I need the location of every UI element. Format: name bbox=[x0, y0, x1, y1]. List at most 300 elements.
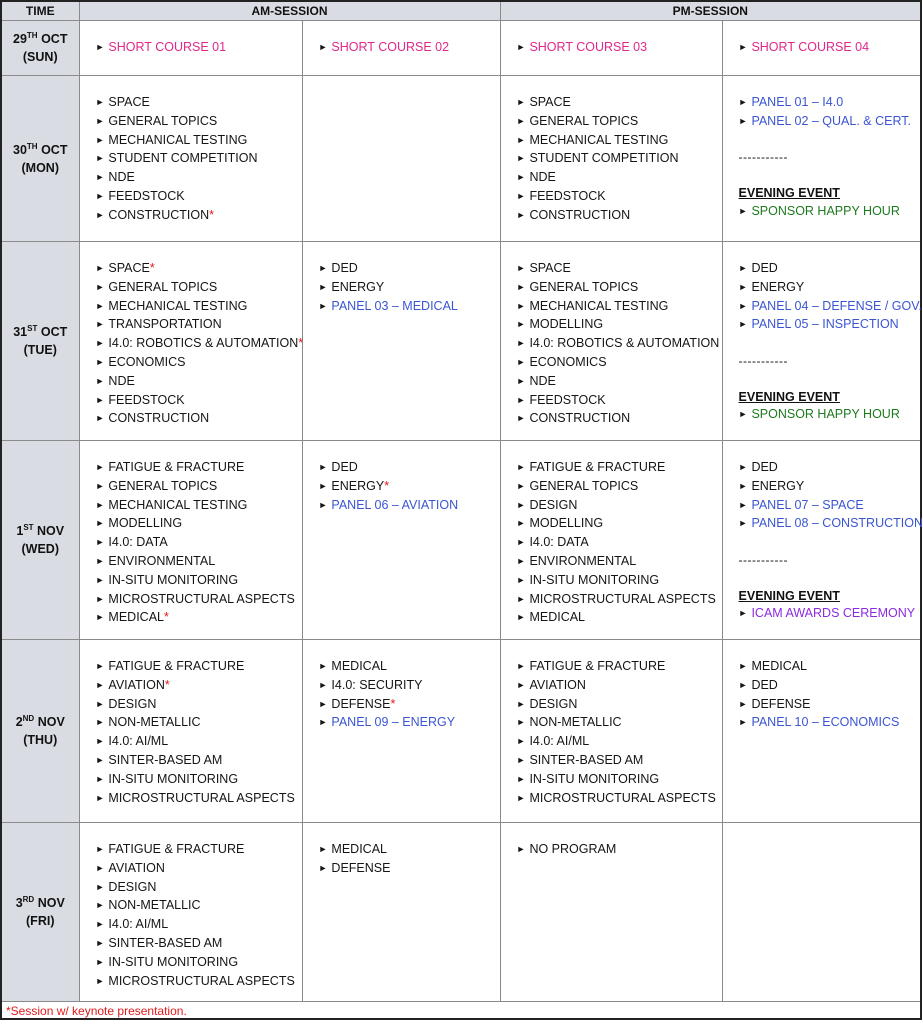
session-item-label: MODELLING bbox=[108, 516, 183, 531]
bullet-triangle-icon: ► bbox=[95, 413, 105, 424]
bullet-triangle-icon: ► bbox=[516, 698, 526, 709]
bullet-triangle-icon: ► bbox=[516, 263, 526, 273]
session-item bbox=[96, 572, 302, 591]
session-item-label: SINTER-BASED AM bbox=[108, 935, 223, 950]
session-item-label: IN-SITU MONITORING bbox=[529, 572, 660, 587]
bullet-triangle-icon: ► bbox=[738, 300, 748, 311]
session-item bbox=[96, 39, 302, 58]
session-item-label: IN-SITU MONITORING bbox=[529, 771, 660, 786]
bullet-triangle-icon: ► bbox=[516, 394, 526, 405]
session-list bbox=[739, 39, 921, 58]
session-item bbox=[319, 497, 500, 516]
session-item bbox=[96, 534, 302, 553]
bullet-triangle-icon: ► bbox=[318, 480, 328, 491]
day-of-week: (MON) bbox=[21, 160, 59, 175]
bullet-triangle-icon: ► bbox=[738, 115, 748, 126]
session-item bbox=[517, 207, 722, 226]
session-item-label: STUDENT COMPETITION bbox=[529, 151, 679, 166]
session-item bbox=[517, 752, 722, 771]
session-item-label: MECHANICAL TESTING bbox=[529, 298, 669, 313]
session-item-label: PANEL 09 – ENERGY bbox=[331, 715, 456, 730]
session-item-label: FEEDSTOCK bbox=[529, 188, 606, 203]
session-item bbox=[517, 354, 722, 373]
session-item bbox=[517, 39, 722, 58]
session-item bbox=[319, 714, 500, 733]
session-cell bbox=[302, 640, 500, 823]
day-of-week: (WED) bbox=[21, 542, 59, 556]
session-cell bbox=[79, 76, 302, 242]
session-item-label: FATIGUE & FRACTURE bbox=[108, 460, 245, 474]
bullet-triangle-icon: ► bbox=[95, 263, 105, 273]
evening-event-item bbox=[739, 203, 921, 222]
session-item bbox=[96, 916, 302, 935]
session-item-label: SHORT COURSE 03 bbox=[529, 40, 648, 54]
bullet-triangle-icon: ► bbox=[95, 300, 105, 311]
session-item bbox=[517, 316, 722, 335]
am-session-header: AM-SESSION bbox=[79, 1, 500, 21]
session-item bbox=[319, 860, 500, 879]
bullet-triangle-icon: ► bbox=[516, 356, 526, 367]
session-item-label: NDE bbox=[108, 170, 135, 185]
day-of-week: (SUN) bbox=[22, 50, 58, 64]
session-cell bbox=[722, 823, 921, 1002]
day-row bbox=[1, 21, 921, 76]
session-list bbox=[96, 39, 302, 58]
session-item bbox=[739, 298, 921, 317]
session-item-label: STUDENT COMPETITION bbox=[108, 151, 258, 166]
session-item-label: NON-METALLIC bbox=[529, 715, 622, 730]
session-item-label: FEEDSTOCK bbox=[108, 392, 185, 407]
bullet-triangle-icon: ► bbox=[738, 319, 748, 330]
bullet-triangle-icon: ► bbox=[318, 698, 328, 709]
session-item bbox=[517, 497, 722, 516]
bullet-triangle-icon: ► bbox=[95, 394, 105, 405]
session-item-label: DESIGN bbox=[108, 696, 157, 711]
bullet-triangle-icon: ► bbox=[95, 190, 105, 201]
session-item-label: ENERGY bbox=[751, 478, 805, 493]
spacer bbox=[739, 570, 921, 588]
session-item-label: I4.0: ROBOTICS & AUTOMATION bbox=[529, 336, 720, 351]
bullet-triangle-icon: ► bbox=[516, 153, 526, 164]
day-month: NOV bbox=[37, 896, 65, 910]
session-item bbox=[96, 733, 302, 752]
day-number: 3 bbox=[15, 896, 23, 910]
session-item-label: FATIGUE & FRACTURE bbox=[108, 842, 245, 856]
bullet-triangle-icon: ► bbox=[516, 518, 526, 529]
bullet-triangle-icon: ► bbox=[95, 480, 105, 491]
session-list bbox=[517, 94, 722, 226]
session-item-label: FATIGUE & FRACTURE bbox=[529, 659, 666, 673]
day-suffix: ST bbox=[23, 522, 34, 532]
session-item bbox=[96, 714, 302, 733]
footnote-row bbox=[1, 1002, 921, 1020]
session-item-label: DESIGN bbox=[108, 879, 157, 894]
day-of-week: (THU) bbox=[23, 733, 58, 747]
bullet-triangle-icon: ► bbox=[738, 698, 748, 709]
bullet-triangle-icon: ► bbox=[516, 134, 526, 145]
session-item-label: MEDICAL bbox=[331, 659, 387, 673]
bullet-triangle-icon: ► bbox=[516, 300, 526, 311]
session-item bbox=[517, 790, 722, 809]
bullet-triangle-icon: ► bbox=[738, 518, 748, 529]
bullet-triangle-icon: ► bbox=[95, 736, 105, 747]
bullet-triangle-icon: ► bbox=[516, 717, 526, 728]
session-item bbox=[517, 591, 722, 610]
time-column-header: TIME bbox=[1, 1, 79, 21]
evening-event-label: ICAM AWARDS CEREMONY bbox=[751, 606, 916, 621]
session-item-label: PANEL 05 – INSPECTION bbox=[751, 317, 899, 332]
session-item-label: IN-SITU MONITORING bbox=[108, 954, 239, 969]
session-list bbox=[517, 658, 722, 808]
session-item-label: CONSTRUCTION bbox=[529, 411, 631, 426]
bullet-triangle-icon: ► bbox=[95, 375, 105, 386]
keynote-star: * bbox=[149, 261, 155, 275]
day-suffix: RD bbox=[22, 894, 35, 904]
session-item-label: MECHANICAL TESTING bbox=[529, 132, 669, 147]
session-item-label: PANEL 10 – ECONOMICS bbox=[751, 715, 900, 730]
evening-event-title: EVENING EVENT bbox=[738, 588, 840, 603]
evening-event-label: SPONSOR HAPPY HOUR bbox=[751, 203, 900, 218]
spacer bbox=[739, 534, 921, 552]
bullet-triangle-icon: ► bbox=[95, 115, 105, 126]
session-item-label: MODELLING bbox=[529, 317, 604, 332]
session-item bbox=[96, 478, 302, 497]
bullet-triangle-icon: ► bbox=[516, 574, 526, 585]
session-item bbox=[96, 150, 302, 169]
keynote-star: * bbox=[298, 336, 304, 351]
session-item bbox=[96, 298, 302, 317]
session-item bbox=[517, 410, 722, 429]
session-list bbox=[739, 658, 921, 733]
bullet-triangle-icon: ► bbox=[318, 844, 328, 854]
session-item bbox=[96, 94, 302, 113]
schedule-body bbox=[1, 21, 921, 1002]
session-item bbox=[517, 392, 722, 411]
bullet-triangle-icon: ► bbox=[516, 97, 526, 107]
session-item bbox=[739, 94, 921, 113]
bullet-triangle-icon: ► bbox=[516, 612, 526, 623]
session-item-label: PANEL 02 – QUAL. & CERT. bbox=[751, 113, 911, 128]
session-item bbox=[517, 696, 722, 715]
day-number: 31 bbox=[13, 325, 28, 339]
session-item bbox=[517, 279, 722, 298]
session-item-label: CONSTRUCTION bbox=[529, 207, 631, 222]
session-item-label: DED bbox=[331, 261, 358, 275]
day-month: NOV bbox=[37, 524, 65, 538]
session-item-label: PANEL 06 – AVIATION bbox=[331, 497, 459, 512]
session-item bbox=[739, 658, 921, 677]
session-list bbox=[739, 260, 921, 335]
bullet-triangle-icon: ► bbox=[95, 881, 105, 892]
session-list bbox=[96, 841, 302, 991]
session-cell bbox=[79, 21, 302, 76]
session-item-label: SHORT COURSE 04 bbox=[751, 40, 870, 54]
session-item-label: FEEDSTOCK bbox=[529, 392, 606, 407]
bullet-triangle-icon: ► bbox=[95, 97, 105, 107]
session-list bbox=[517, 841, 722, 860]
session-item-label: FEEDSTOCK bbox=[108, 188, 185, 203]
session-item-label: MECHANICAL TESTING bbox=[108, 497, 248, 512]
bullet-triangle-icon: ► bbox=[738, 281, 748, 292]
bullet-triangle-icon: ► bbox=[738, 42, 748, 52]
session-item-label: TRANSPORTATION bbox=[108, 317, 222, 332]
bullet-triangle-icon: ► bbox=[318, 679, 328, 690]
session-item bbox=[96, 354, 302, 373]
session-item bbox=[739, 696, 921, 715]
bullet-triangle-icon: ► bbox=[95, 153, 105, 164]
bullet-triangle-icon: ► bbox=[516, 593, 526, 604]
bullet-triangle-icon: ► bbox=[516, 190, 526, 201]
bullet-triangle-icon: ► bbox=[95, 555, 105, 566]
spacer bbox=[739, 167, 921, 185]
bullet-triangle-icon: ► bbox=[516, 115, 526, 126]
day-date bbox=[2, 522, 79, 540]
keynote-star: * bbox=[390, 696, 396, 711]
bullet-triangle-icon: ► bbox=[738, 499, 748, 510]
session-item bbox=[517, 94, 722, 113]
bullet-triangle-icon: ► bbox=[95, 281, 105, 292]
session-item bbox=[319, 279, 500, 298]
day-label bbox=[1, 441, 79, 640]
session-item bbox=[739, 459, 921, 478]
bullet-triangle-icon: ► bbox=[516, 462, 526, 472]
session-item bbox=[96, 771, 302, 790]
bullet-triangle-icon: ► bbox=[516, 499, 526, 510]
day-of-week: (FRI) bbox=[26, 914, 55, 928]
bullet-triangle-icon: ► bbox=[516, 844, 526, 854]
keynote-star: * bbox=[164, 677, 170, 692]
day-suffix: ND bbox=[22, 713, 35, 723]
bullet-triangle-icon: ► bbox=[95, 134, 105, 145]
session-item bbox=[517, 150, 722, 169]
session-cell bbox=[79, 823, 302, 1002]
bullet-triangle-icon: ► bbox=[738, 462, 748, 472]
day-number: 1 bbox=[16, 524, 24, 538]
session-item bbox=[319, 478, 500, 497]
session-list bbox=[739, 459, 921, 534]
session-item-label: GENERAL TOPICS bbox=[108, 279, 218, 294]
session-item bbox=[517, 260, 722, 279]
session-item bbox=[517, 714, 722, 733]
session-cell bbox=[79, 441, 302, 640]
session-cell bbox=[500, 76, 722, 242]
session-item-label: I4.0: AI/ML bbox=[108, 734, 169, 749]
bullet-triangle-icon: ► bbox=[95, 574, 105, 585]
bullet-triangle-icon: ► bbox=[738, 661, 748, 671]
session-item-label: MEDICAL bbox=[751, 659, 808, 673]
session-item-label: ECONOMICS bbox=[108, 354, 186, 369]
session-item-label: SPACE bbox=[108, 95, 150, 109]
session-item-label: NON-METALLIC bbox=[108, 898, 201, 913]
day-month: NOV bbox=[37, 715, 65, 729]
separator-dashes: ----------- bbox=[738, 353, 788, 368]
session-item-label: GENERAL TOPICS bbox=[529, 478, 639, 493]
session-item bbox=[96, 373, 302, 392]
session-cell bbox=[79, 242, 302, 441]
session-item-label: ENERGY bbox=[331, 478, 385, 493]
session-item-label: DED bbox=[751, 261, 778, 275]
bullet-triangle-icon: ► bbox=[95, 172, 105, 183]
session-item bbox=[96, 459, 302, 478]
session-item-label: MICROSTRUCTURAL ASPECTS bbox=[108, 973, 295, 988]
session-item bbox=[96, 279, 302, 298]
bullet-triangle-icon: ► bbox=[95, 919, 105, 930]
day-date bbox=[2, 323, 79, 341]
pm-session-header: PM-SESSION bbox=[500, 1, 921, 21]
session-item-label: I4.0: AI/ML bbox=[529, 734, 590, 749]
session-item-label: PANEL 08 – CONSTRUCTION bbox=[751, 516, 923, 531]
session-list bbox=[319, 260, 500, 316]
keynote-star: * bbox=[209, 207, 214, 222]
bullet-triangle-icon: ► bbox=[738, 608, 748, 619]
day-date bbox=[2, 30, 79, 48]
session-item-label: CONSTRUCTION bbox=[108, 411, 210, 426]
session-item-label: MECHANICAL TESTING bbox=[108, 298, 248, 313]
keynote-star: * bbox=[164, 610, 169, 625]
bullet-triangle-icon: ► bbox=[95, 937, 105, 948]
session-item-label: NDE bbox=[108, 373, 135, 388]
bullet-triangle-icon: ► bbox=[95, 754, 105, 765]
bullet-triangle-icon: ► bbox=[516, 679, 526, 690]
session-item bbox=[96, 169, 302, 188]
day-label bbox=[1, 640, 79, 823]
bullet-triangle-icon: ► bbox=[95, 679, 105, 690]
day-date bbox=[2, 141, 79, 159]
session-cell bbox=[500, 823, 722, 1002]
evening-event-label: SPONSOR HAPPY HOUR bbox=[751, 407, 900, 422]
day-number: 30 bbox=[13, 142, 27, 157]
session-item bbox=[739, 39, 921, 58]
bullet-triangle-icon: ► bbox=[738, 263, 748, 273]
session-list bbox=[96, 94, 302, 226]
spacer bbox=[739, 335, 921, 353]
bullet-triangle-icon: ► bbox=[516, 209, 526, 220]
bullet-triangle-icon: ► bbox=[738, 717, 748, 728]
session-item bbox=[517, 113, 722, 132]
evening-event-item bbox=[739, 605, 921, 624]
bullet-triangle-icon: ► bbox=[95, 698, 105, 709]
session-item bbox=[96, 316, 302, 335]
session-item-label: DEFENSE bbox=[751, 696, 811, 711]
session-item-label: AVIATION bbox=[108, 860, 165, 875]
session-item-label: NDE bbox=[529, 373, 556, 388]
bullet-triangle-icon: ► bbox=[516, 754, 526, 765]
day-suffix: ST bbox=[27, 323, 38, 333]
session-item-label: SHORT COURSE 02 bbox=[331, 40, 450, 54]
session-item-label: DED bbox=[331, 460, 358, 474]
evening-event-title: EVENING EVENT bbox=[738, 185, 840, 200]
session-item bbox=[96, 677, 302, 696]
session-list bbox=[739, 94, 921, 132]
bullet-triangle-icon: ► bbox=[95, 42, 105, 52]
session-item bbox=[739, 515, 921, 534]
session-cell bbox=[79, 640, 302, 823]
session-item-label: FATIGUE & FRACTURE bbox=[529, 460, 666, 474]
session-item bbox=[319, 260, 500, 279]
keynote-star: * bbox=[384, 478, 390, 493]
session-item bbox=[517, 478, 722, 497]
session-item bbox=[517, 609, 722, 628]
session-cell bbox=[500, 21, 722, 76]
session-cell bbox=[500, 441, 722, 640]
session-cell bbox=[302, 21, 500, 76]
session-item-label: DEFENSE bbox=[331, 860, 391, 875]
bullet-triangle-icon: ► bbox=[95, 356, 105, 367]
session-item bbox=[739, 260, 921, 279]
session-item bbox=[739, 113, 921, 132]
session-item-label: MICROSTRUCTURAL ASPECTS bbox=[529, 790, 716, 805]
session-item bbox=[96, 515, 302, 534]
bullet-triangle-icon: ► bbox=[95, 975, 105, 986]
session-item bbox=[739, 279, 921, 298]
bullet-triangle-icon: ► bbox=[516, 319, 526, 330]
bullet-triangle-icon: ► bbox=[738, 205, 748, 216]
session-item bbox=[319, 696, 500, 715]
session-item bbox=[517, 553, 722, 572]
session-cell bbox=[722, 21, 921, 76]
session-item-label: MEDICAL bbox=[108, 610, 164, 625]
bullet-triangle-icon: ► bbox=[95, 209, 105, 220]
session-item-label: MICROSTRUCTURAL ASPECTS bbox=[108, 790, 295, 805]
session-item-label: SPACE bbox=[108, 261, 150, 275]
session-item bbox=[739, 497, 921, 516]
session-item-label: PANEL 03 – MEDICAL bbox=[331, 298, 458, 313]
bullet-triangle-icon: ► bbox=[738, 679, 748, 690]
session-item bbox=[96, 497, 302, 516]
session-item bbox=[319, 658, 500, 677]
bullet-triangle-icon: ► bbox=[516, 413, 526, 424]
session-item-label: NO PROGRAM bbox=[529, 842, 617, 856]
session-item-label: I4.0: DATA bbox=[108, 535, 168, 550]
day-label bbox=[1, 21, 79, 76]
session-item bbox=[96, 609, 302, 628]
session-item bbox=[517, 658, 722, 677]
session-item-label: ECONOMICS bbox=[529, 354, 607, 369]
bullet-triangle-icon: ► bbox=[516, 792, 526, 803]
session-item-label: GENERAL TOPICS bbox=[108, 478, 218, 493]
session-item bbox=[319, 298, 500, 317]
session-item bbox=[96, 392, 302, 411]
session-list bbox=[96, 459, 302, 628]
session-item-label: DED bbox=[751, 460, 778, 474]
session-item-label: SINTER-BASED AM bbox=[108, 752, 223, 767]
day-date bbox=[2, 713, 79, 731]
bullet-triangle-icon: ► bbox=[516, 338, 526, 349]
bullet-triangle-icon: ► bbox=[318, 263, 328, 273]
session-item bbox=[517, 132, 722, 151]
bullet-triangle-icon: ► bbox=[516, 172, 526, 183]
session-item-label: PANEL 07 – SPACE bbox=[751, 497, 864, 512]
session-item bbox=[96, 696, 302, 715]
spacer bbox=[739, 132, 921, 150]
session-cell bbox=[302, 76, 500, 242]
bullet-triangle-icon: ► bbox=[318, 717, 328, 728]
session-item bbox=[319, 841, 500, 860]
session-list bbox=[319, 39, 500, 58]
session-item-label: I4.0: ROBOTICS & AUTOMATION bbox=[108, 336, 299, 351]
session-cell bbox=[302, 242, 500, 441]
session-item bbox=[96, 879, 302, 898]
bullet-triangle-icon: ► bbox=[95, 612, 105, 623]
session-item bbox=[739, 677, 921, 696]
session-cell bbox=[500, 640, 722, 823]
session-item bbox=[96, 553, 302, 572]
day-month: OCT bbox=[41, 32, 68, 46]
session-item-label: DED bbox=[751, 677, 778, 692]
session-item-label: MECHANICAL TESTING bbox=[108, 132, 248, 147]
bullet-triangle-icon: ► bbox=[516, 661, 526, 671]
session-list bbox=[319, 459, 500, 515]
